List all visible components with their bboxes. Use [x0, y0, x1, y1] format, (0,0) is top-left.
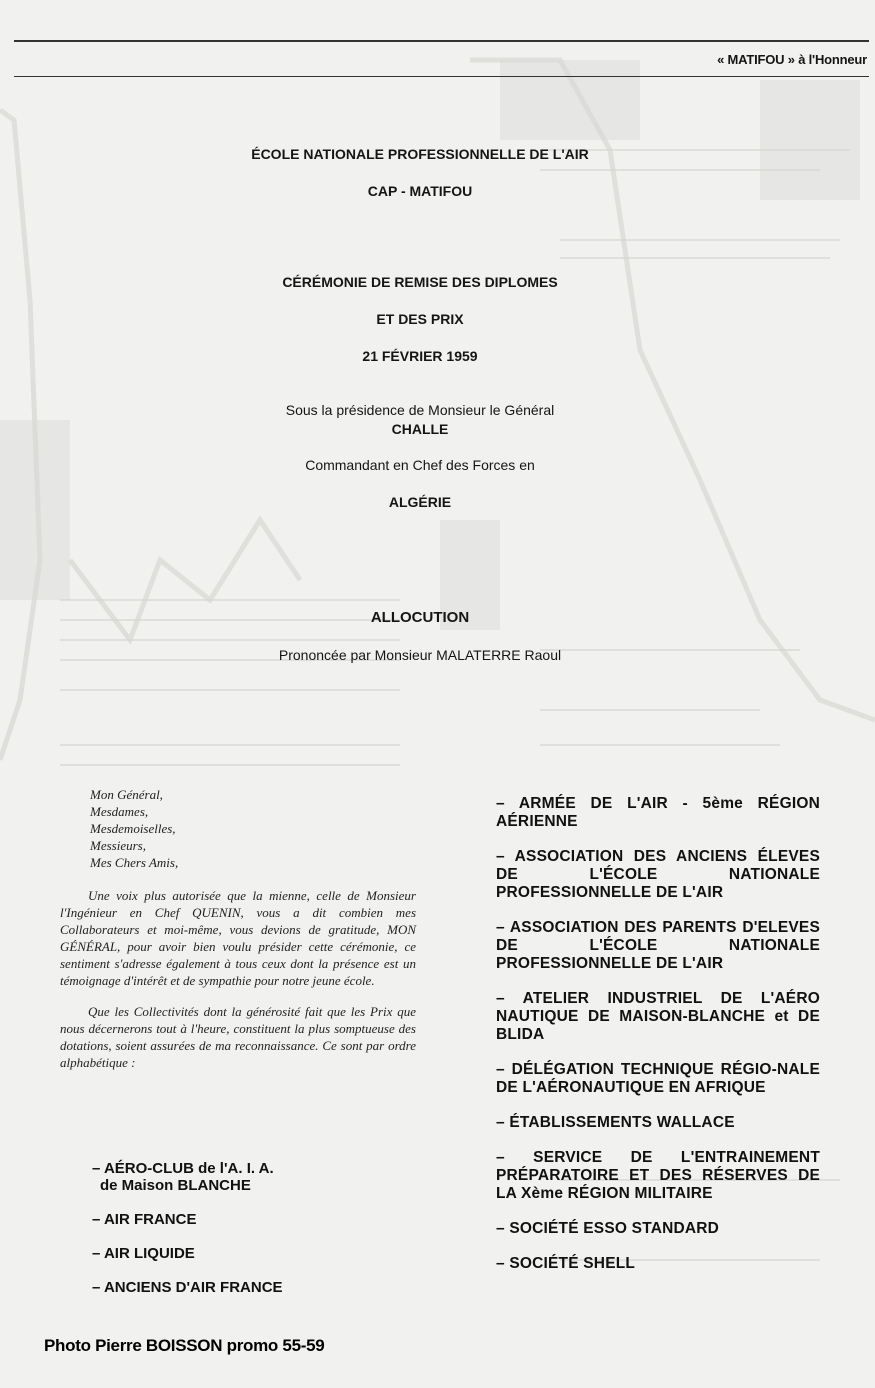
sponsor-item: – SERVICE DE L'ENTRAINEMENT PRÉPARATOIRE ET DES RÉSERVES DE LA Xème RÉGION MILITAIRE	[496, 1149, 820, 1202]
photo-credit: Photo Pierre BOISSON promo 55-59	[44, 1336, 325, 1355]
sponsor-item: – DÉLÉGATION TECHNIQUE RÉGIO-NALE DE L'AÉRONAUTIQUE EN AFRIQUE	[496, 1061, 820, 1096]
general-name: CHALLE	[391, 421, 449, 437]
running-header: « MATIFOU » à l'Honneur	[717, 52, 867, 67]
greeting-line: Messieurs,	[90, 838, 146, 853]
sponsor-list-right	[496, 795, 820, 1290]
allocution-author: Prononcée par Monsieur MALATERRE Raoul	[278, 647, 562, 663]
presidence-line: Sous la présidence de Monsieur le Général	[285, 402, 555, 418]
school-name: ÉCOLE NATIONALE PROFESSIONNELLE DE L'AIR	[251, 146, 589, 162]
greeting-line: Mesdemoiselles,	[90, 821, 176, 836]
allocution-heading: ALLOCUTION	[370, 609, 470, 626]
sponsor-item: – AIR FRANCE	[92, 1211, 197, 1228]
speech-body	[60, 887, 416, 1085]
ceremony-title: CÉRÉMONIE DE REMISE DES DIPLOMES	[282, 274, 558, 290]
sponsor-item: – ASSOCIATION DES ANCIENS ÉLEVES DE L'ÉCOLE NATIONALE PROFESSIONNELLE DE L'AIR	[496, 848, 820, 901]
sponsor-item: – SOCIÉTÉ SHELL	[496, 1255, 636, 1272]
greeting-line: Mesdames,	[90, 804, 149, 819]
commandant-line: Commandant en Chef des Forces en	[305, 457, 535, 473]
sponsor-item: – ÉTABLISSEMENTS WALLACE	[496, 1114, 735, 1131]
ceremony-date: 21 FÉVRIER 1959	[362, 348, 478, 364]
speech-paragraph: Que les Collectivités dont la générosité fait que les Prix que nous décernerons tout à l'heure, constituent la plus somptueuse des dotations, soient assurées de ma reconnaissance. Ce sont par ordre alphabétique :	[60, 1004, 416, 1070]
sponsor-item: – SOCIÉTÉ ESSO STANDARD	[496, 1220, 720, 1237]
country-name: ALGÉRIE	[388, 494, 452, 510]
sponsor-item: – AIR LIQUIDE	[92, 1245, 195, 1262]
sponsor-item: – ATELIER INDUSTRIEL DE L'AÉRO NAUTIQUE DE MAISON-BLANCHE et DE BLIDA	[496, 990, 820, 1043]
top-rule	[14, 40, 869, 42]
sponsor-item: – AÉRO-CLUB de l'A. I. A. de Maison BLANCHE	[92, 1160, 274, 1194]
greetings	[90, 786, 416, 871]
header-rule	[14, 76, 869, 77]
speech-paragraph: Une voix plus autorisée que la mienne, celle de Monsieur l'Ingénieur en Chef QUENIN, vous a dit combien mes Collaborateurs et moi-même, vous devions de gratitude, MON GÉNÉRAL, pour avoir bien voulu présider cette cérémonie, ce sentiment s'adresse également à tous ceux dont la présence est un témoignage d'intérêt et de sympathie pour notre jeune école.	[60, 888, 416, 988]
sponsor-item: – ASSOCIATION DES PARENTS D'ELEVES DE L'ÉCOLE NATIONALE PROFESSIONNELLE DE L'AIR	[496, 919, 820, 972]
sponsor-item: – ARMÉE DE L'AIR - 5ème RÉGION AÉRIENNE	[496, 795, 820, 830]
sponsor-list-left	[92, 1160, 392, 1296]
greeting-line: Mon Général,	[90, 787, 163, 802]
ceremony-subtitle: ET DES PRIX	[376, 311, 464, 327]
school-location: CAP - MATIFOU	[367, 183, 473, 199]
greeting-line: Mes Chers Amis,	[90, 855, 179, 870]
sponsor-item: – ANCIENS D'AIR FRANCE	[92, 1279, 283, 1296]
